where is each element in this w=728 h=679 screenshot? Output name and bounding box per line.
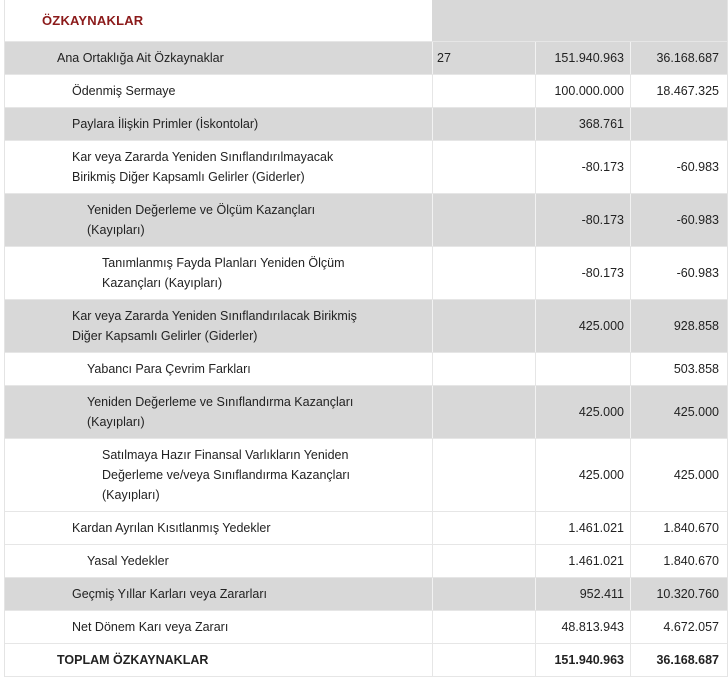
row-label: Tanımlanmış Fayda Planları Yeniden Ölçüm Kazançları (Kayıpları) xyxy=(102,256,345,290)
row-current: 151.940.963 xyxy=(535,644,630,676)
header-shade xyxy=(432,0,727,41)
row-label: Geçmiş Yıllar Karları veya Zararları xyxy=(72,587,267,601)
row-fx-translation xyxy=(5,353,727,386)
row-paid-in-capital xyxy=(5,75,727,108)
row-current: 48.813.943 xyxy=(535,611,630,643)
row-prior: 928.858 xyxy=(630,300,725,352)
row-current: 425.000 xyxy=(535,386,630,438)
row-defined-benefit xyxy=(5,247,727,300)
row-note xyxy=(432,611,535,643)
row-label: Yasal Yedekler xyxy=(87,554,169,568)
section-header-row xyxy=(5,0,727,42)
row-share-premium xyxy=(5,108,727,141)
row-note xyxy=(432,108,535,140)
row-prior: -60.983 xyxy=(630,247,725,299)
row-label: Kardan Ayrılan Kısıtlanmış Yedekler xyxy=(72,521,271,535)
row-label: Satılmaya Hazır Finansal Varlıkların Yeniden Değerleme ve/veya Sınıflandırma Kazançları (Kayıpları) xyxy=(102,448,351,502)
row-prior: 18.467.325 xyxy=(630,75,725,107)
row-prior xyxy=(630,108,725,140)
row-total-equity xyxy=(5,644,727,677)
row-note xyxy=(432,300,535,352)
row-current: 425.000 xyxy=(535,439,630,511)
row-prior: 10.320.760 xyxy=(630,578,725,610)
row-current: 100.000.000 xyxy=(535,75,630,107)
row-note xyxy=(432,353,535,385)
row-prior: -60.983 xyxy=(630,194,725,246)
row-label: Kar veya Zararda Yeniden Sınıflandırılacak Birikmiş Diğer Kapsamlı Gelirler (Giderler) xyxy=(72,309,357,343)
row-oci-not-reclassified xyxy=(5,141,727,194)
row-label: Kar veya Zararda Yeniden Sınıflandırılmayacak Birikmiş Diğer Kapsamlı Gelirler (Giderler) xyxy=(72,150,334,184)
row-current: 952.411 xyxy=(535,578,630,610)
row-note xyxy=(432,644,535,676)
row-prior: 1.840.670 xyxy=(630,512,725,544)
row-note: 27 xyxy=(432,42,535,74)
row-label: Yeniden Değerleme ve Ölçüm Kazançları (Kayıpları) xyxy=(87,203,316,237)
row-label: Yabancı Para Çevrim Farkları xyxy=(87,362,251,376)
row-revaluation-gains xyxy=(5,194,727,247)
row-current: -80.173 xyxy=(535,247,630,299)
equity-table xyxy=(4,0,728,677)
row-label: Ödenmiş Sermaye xyxy=(72,84,176,98)
row-legal-reserves xyxy=(5,545,727,578)
row-oci-reclassified xyxy=(5,300,727,353)
row-prior: 4.672.057 xyxy=(630,611,725,643)
row-note xyxy=(432,578,535,610)
row-note xyxy=(432,386,535,438)
row-prior: -60.983 xyxy=(630,141,725,193)
row-note xyxy=(432,512,535,544)
row-note xyxy=(432,141,535,193)
row-prior: 425.000 xyxy=(630,439,725,511)
row-current: 368.761 xyxy=(535,108,630,140)
row-revaluation-reclassification xyxy=(5,386,727,439)
row-retained-earnings xyxy=(5,578,727,611)
row-current xyxy=(535,353,630,385)
row-prior: 503.858 xyxy=(630,353,725,385)
row-note xyxy=(432,439,535,511)
row-label: Net Dönem Karı veya Zararı xyxy=(72,620,229,634)
row-prior: 36.168.687 xyxy=(630,644,725,676)
row-current: 425.000 xyxy=(535,300,630,352)
row-afs-financial-assets xyxy=(5,439,727,512)
row-prior: 425.000 xyxy=(630,386,725,438)
row-prior: 1.840.670 xyxy=(630,545,725,577)
row-label: Ana Ortaklığa Ait Özkaynaklar xyxy=(57,51,224,65)
row-current: -80.173 xyxy=(535,194,630,246)
row-restricted-reserves xyxy=(5,512,727,545)
row-current: -80.173 xyxy=(535,141,630,193)
row-note xyxy=(432,545,535,577)
row-note xyxy=(432,247,535,299)
row-parent-equity xyxy=(5,42,727,75)
row-label: Yeniden Değerleme ve Sınıflandırma Kazançları (Kayıpları) xyxy=(87,395,354,429)
row-note xyxy=(432,194,535,246)
row-current: 151.940.963 xyxy=(535,42,630,74)
row-current: 1.461.021 xyxy=(535,545,630,577)
row-label: TOPLAM ÖZKAYNAKLAR xyxy=(57,653,209,667)
row-label: Paylara İlişkin Primler (İskontolar) xyxy=(72,117,259,131)
row-net-profit xyxy=(5,611,727,644)
row-current: 1.461.021 xyxy=(535,512,630,544)
section-title: ÖZKAYNAKLAR xyxy=(42,13,144,28)
row-prior: 36.168.687 xyxy=(630,42,725,74)
row-note xyxy=(432,75,535,107)
